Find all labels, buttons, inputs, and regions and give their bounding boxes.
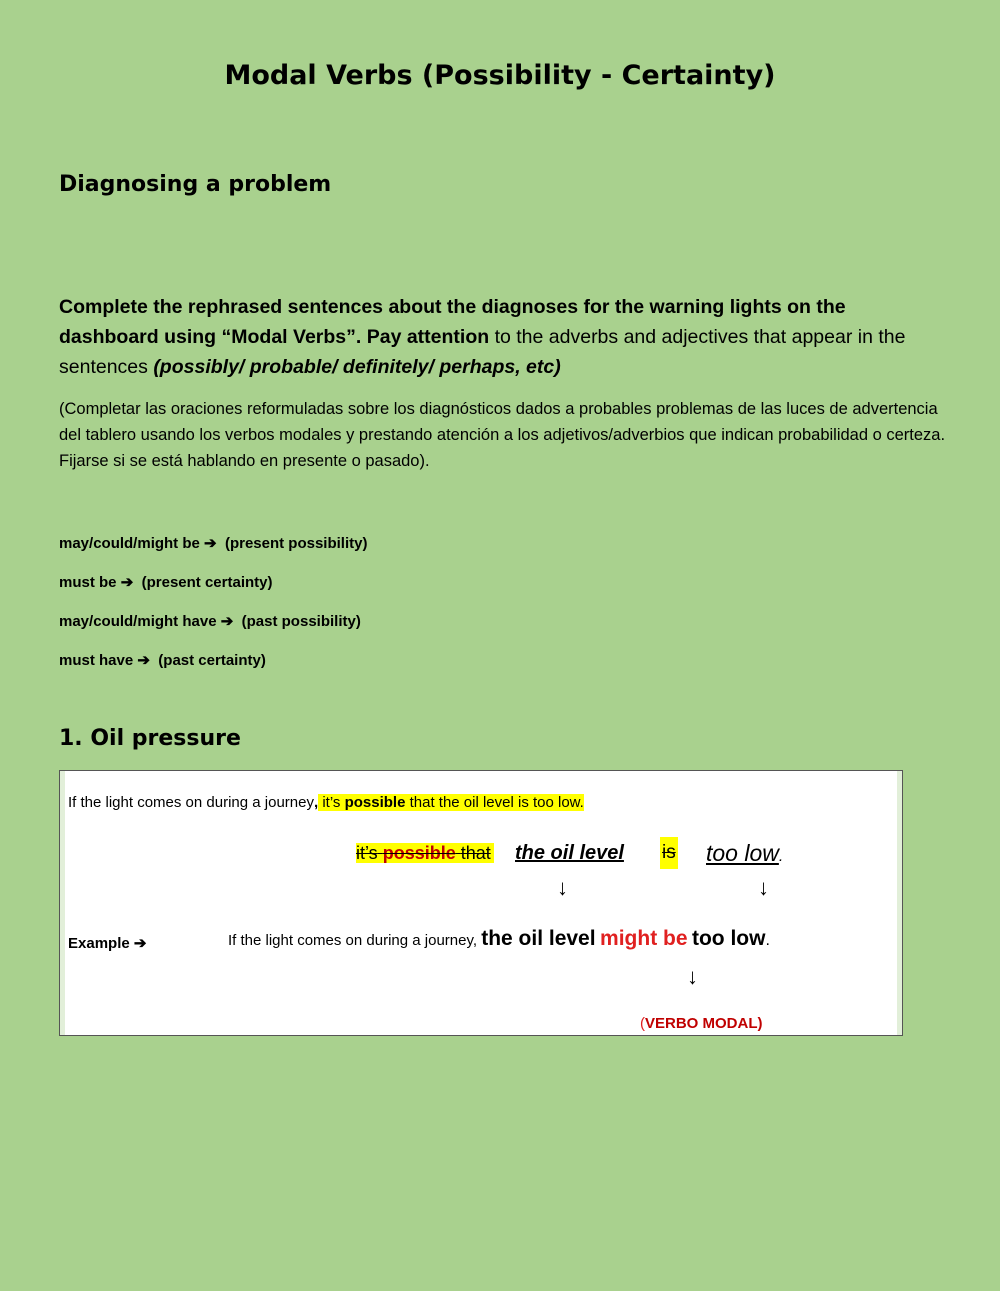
rule-item: may/could/might have ➔ (past possibility) [59, 613, 361, 630]
modal-verb: might be [600, 927, 688, 950]
exercise-box [59, 770, 903, 1036]
down-arrow-icon: ↓ [557, 875, 568, 900]
down-arrow-icon: ↓ [687, 964, 698, 989]
struck-its: it’s [356, 843, 378, 863]
page-title: Modal Verbs (Possibility - Certainty) [224, 60, 776, 91]
breakdown-line [356, 837, 494, 869]
original-sentence: If the light comes on during a journey, it’s possible that the oil level is too low. [68, 794, 584, 811]
box-right-bar [897, 771, 902, 1035]
struck-possible: possible [382, 843, 456, 863]
section-heading: Diagnosing a problem [59, 172, 332, 197]
arrow-icon: ➔ [137, 652, 150, 669]
rule-item: must be ➔ (present certainty) [59, 574, 273, 591]
exercise-heading: 1. Oil pressure [59, 726, 241, 751]
instructions-italic: (possibly/ probable/ definitely/ perhaps, etc) [153, 356, 561, 378]
breakdown-subject: the oil level [515, 842, 624, 864]
arrow-icon: ➔ [204, 535, 217, 552]
rule-item: must have ➔ (past certainty) [59, 652, 266, 669]
rule-item: may/could/might be ➔ (present possibility) [59, 535, 368, 552]
example-label: Example ➔ [68, 935, 147, 952]
spanish-note: (Completar las oraciones reformuladas sobre los diagnósticos dados a probables problemas de las luces de advertencia del tablero usando los verbos modales y prestando atención a los adjetivos/adverbios que indican probabilidad o certeza. Fijarse si se está hablando en presente o pasado). [59, 400, 946, 470]
arrow-icon: ➔ [220, 613, 234, 630]
arrow-icon: ➔ [120, 574, 134, 591]
breakdown-complement: too low. [706, 840, 784, 866]
box-left-bar [60, 771, 65, 1035]
modal-label: (VERBO MODAL) [640, 1015, 763, 1032]
instructions [59, 292, 939, 382]
instructions-normal: to the adverbs and adjectives that appear in the sentences [59, 326, 906, 378]
instructions-bold: Complete the rephrased sentences about the diagnoses for the warning lights on the dashboard using “Modal Verbs”. Pay attention [59, 296, 846, 348]
struck-that: that [460, 843, 491, 863]
down-arrow-icon: ↓ [758, 875, 769, 900]
example-sentence: If the light comes on during a journey, the oil level might be too low. [228, 927, 770, 950]
breakdown-verb: is [660, 837, 678, 869]
